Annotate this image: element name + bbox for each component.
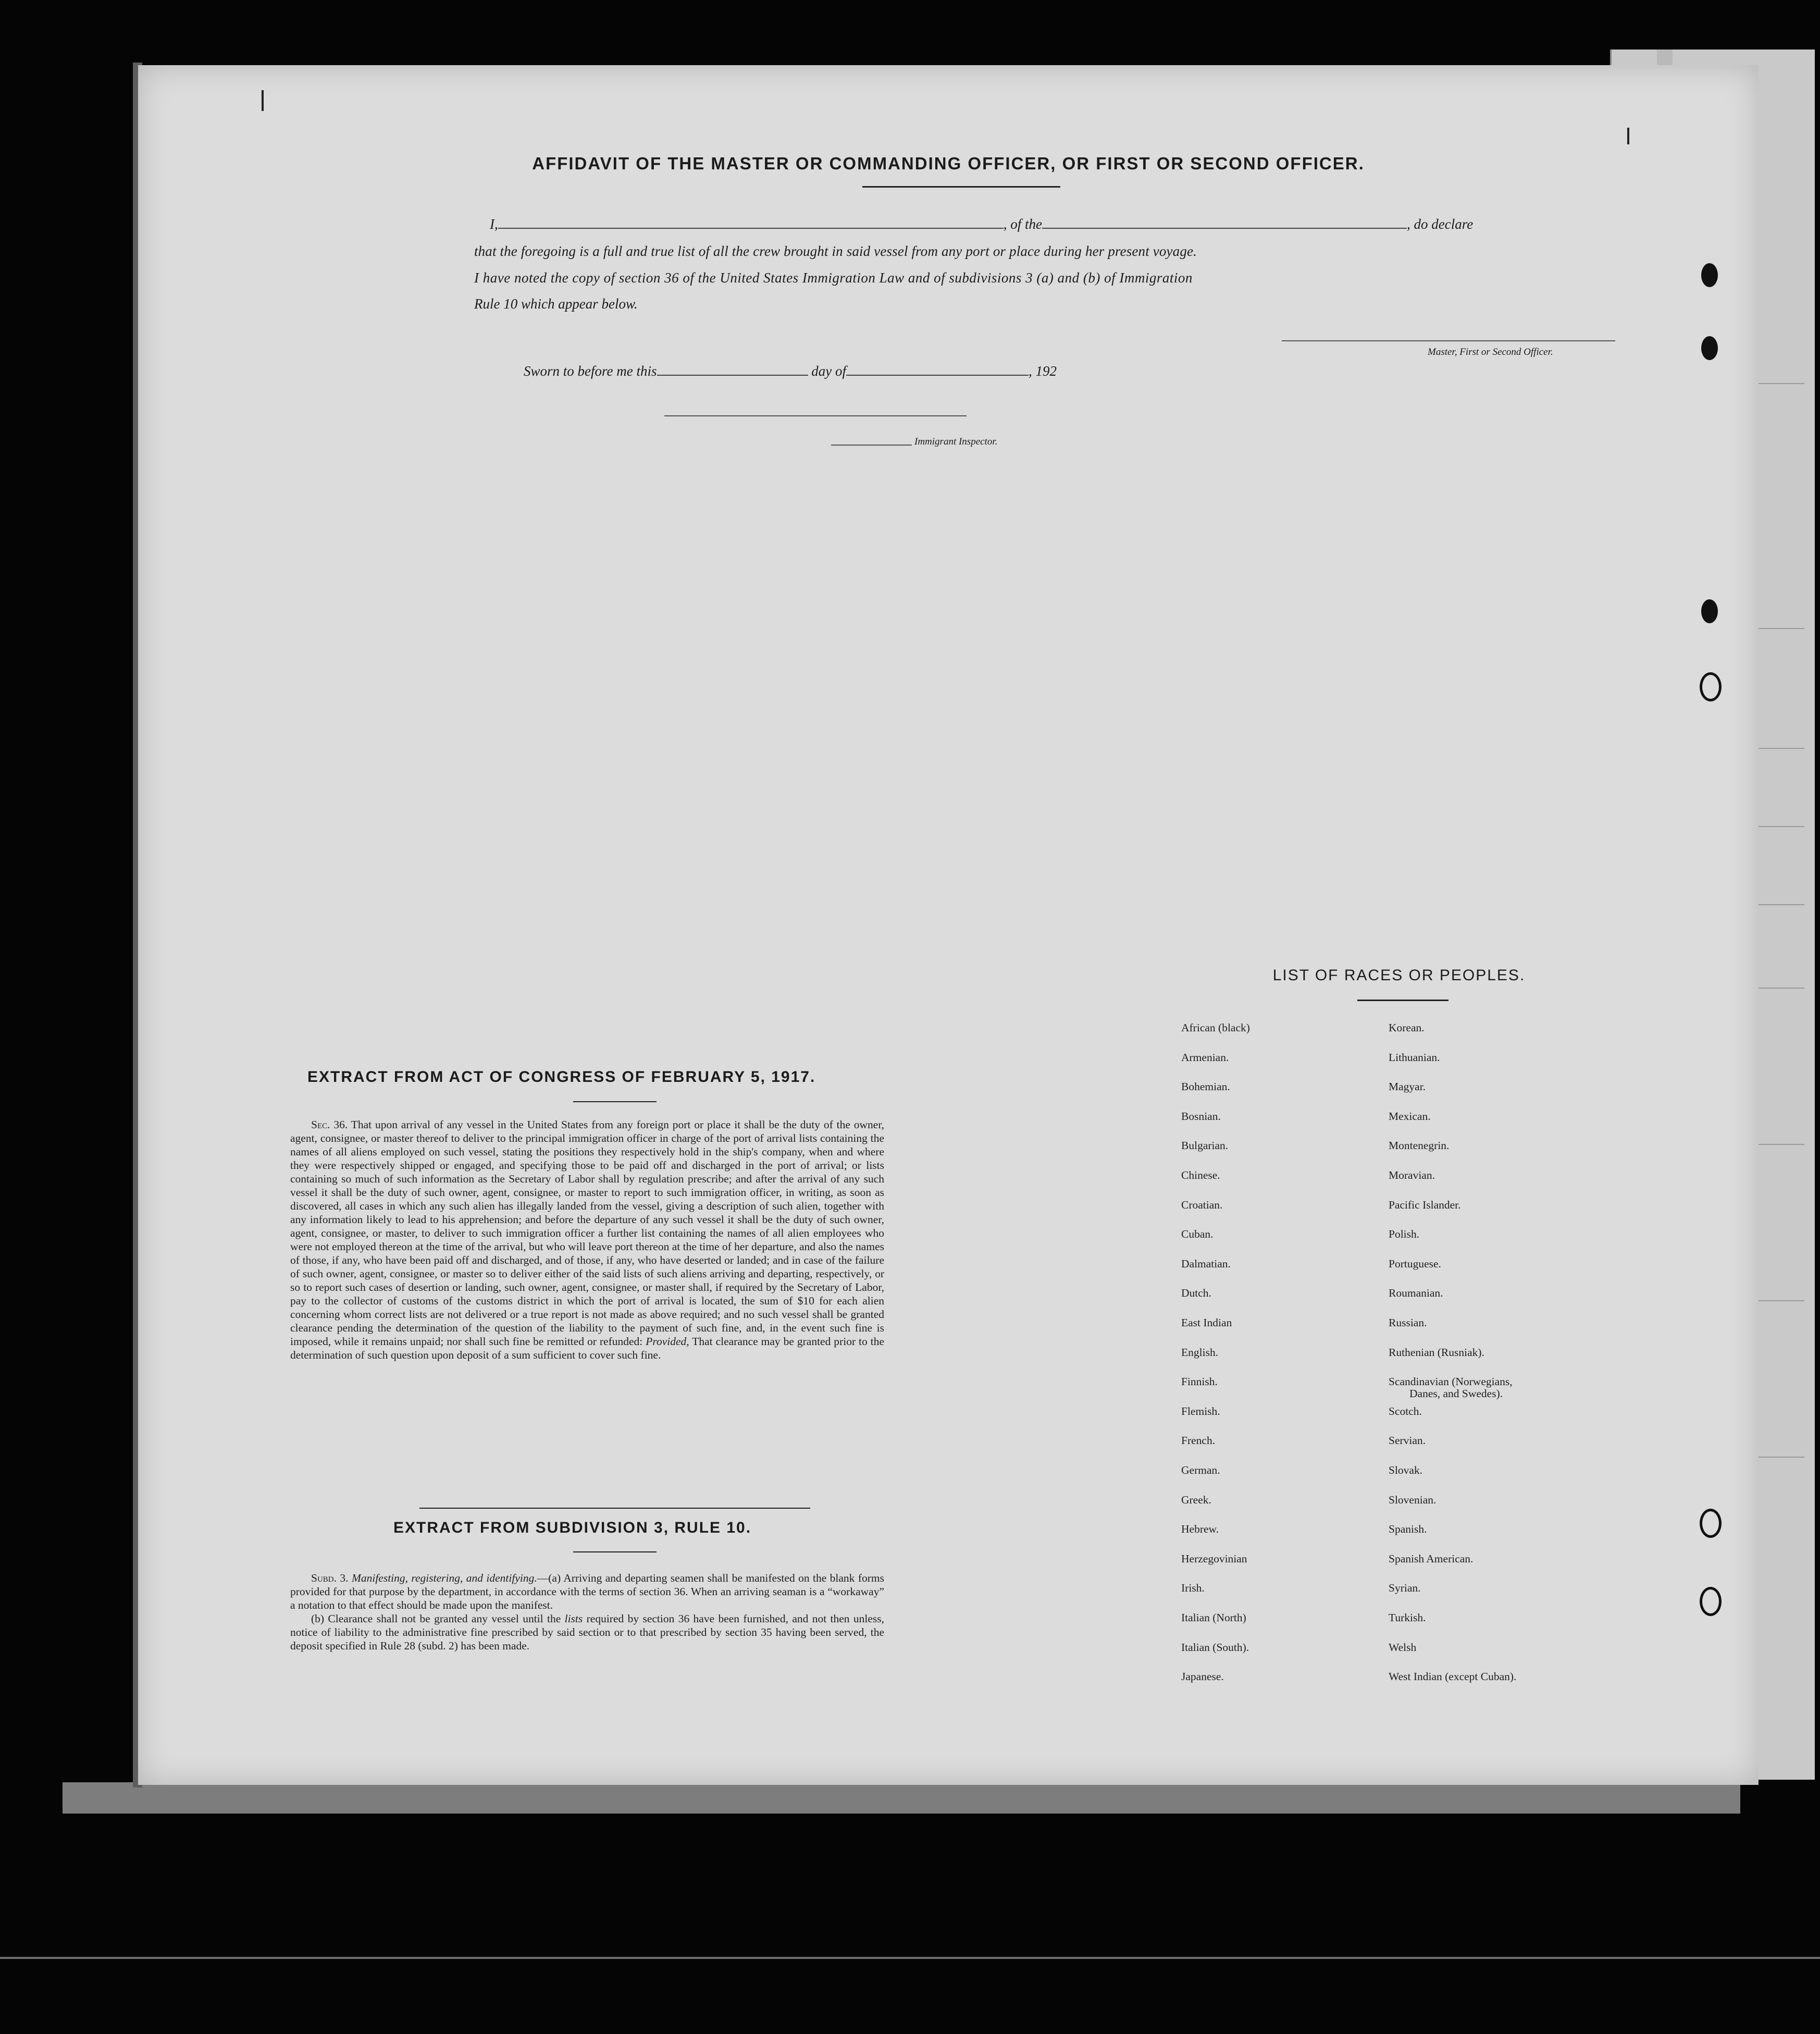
page-bottom-shadow [63, 1782, 1740, 1814]
act-extract-title: EXTRACT FROM ACT OF CONGRESS OF FEBRUARY 5, 1917. [307, 1068, 816, 1086]
race-item: Russian. [1389, 1316, 1427, 1329]
race-item: Syrian. [1389, 1582, 1421, 1595]
act-extract-body [290, 1118, 884, 1362]
race-item: Bosnian. [1181, 1110, 1221, 1123]
race-item: Pacific Islander. [1389, 1198, 1461, 1211]
master-signature-label: Master, First or Second Officer. [1428, 347, 1553, 358]
race-item: Bohemian. [1181, 1080, 1230, 1093]
manifest-page [138, 65, 1759, 1785]
race-item: Slovak. [1389, 1464, 1423, 1476]
affidavit-line-3: I have noted the copy of section 36 of the United States Immigration Law and of subdivisions 3 (a) and (b) of Immigration [474, 270, 1193, 286]
subd-heading: Manifesting, registering, and identifying. [351, 1572, 537, 1584]
races-title: LIST OF RACES OR PEOPLES. [1272, 967, 1526, 984]
race-item: Mexican. [1389, 1110, 1431, 1123]
races-title-rule [1357, 1000, 1448, 1001]
race-item: Turkish. [1389, 1611, 1426, 1624]
race-item: West Indian (except Cuban). [1389, 1670, 1517, 1683]
binder-hole [1700, 1509, 1722, 1538]
sec-36-text: That upon arrival of any vessel in the United States from any foreign port or place it shall be the duty of the owner, agent, consignee, or master thereof to deliver to the principal immigration officer in charge of the port of arrival lists containing the names of all aliens employed on such vessel, stating the positions they respectively hold in the ship's company, when and where they were respectively shipped or engaged, and specifying those to be paid off and discharged in the port of arrival; or lists containing so much of such information as the Secretary of Labor shall by regulation prescribe; and after the arrival of any such vessel it shall be the duty of such owner, agent, consignee, or master to report to such immigration officer, in writing, as soon as discovered, all cases in which any such alien has illegally landed from the vessel, giving a description of such alien, together with any information likely to lead to his apprehension; and before the departure of any such vessel it shall be the duty of such owner, agent, consignee, or master, to deliver to such immigration officer a further list containing the names of all alien employees who were not employed thereon at the time of the arrival, but who will leave port thereon at the time of her departure, and also the names of those, if any, who have been paid off and discharged, and of those, if any, who have deserted or landed; and in case of the failure of such owner, agent, consignee, or master so to deliver either of the said lists of such aliens arriving and departing, respectively, or so to report such cases of desertion or landing, such owner, agent, consignee, or master shall, if required by the Secretary of Labor, pay to the collector of customs of the customs district in which the port of arrival is located, the sum of $10 for each alien concerning whom correct lists are not delivered or a true report is not made as above required; and no such vessel shall be granted clearance pending the determination of the question of the liability to the payment of such fine, and, in the event such fine is imposed, while it remains unpaid; nor shall such fine be remitted or refunded: [290, 1118, 884, 1348]
race-item: Moravian. [1389, 1169, 1435, 1181]
binder-hole [1701, 336, 1718, 360]
sworn-line [524, 363, 1057, 379]
race-item: Montenegrin. [1389, 1139, 1450, 1152]
race-item: East Indian [1181, 1316, 1232, 1329]
binder-hole [1700, 1587, 1722, 1616]
sec-36-text-end: That clearance may be granted prior to the determination of such question upon deposit of a sum sufficient to cover such fine. [290, 1335, 884, 1361]
rule-extract-body [290, 1571, 884, 1653]
race-item: Italian (South). [1181, 1641, 1249, 1654]
inspector-signature-line-2 [831, 445, 912, 446]
binder-hole [1700, 672, 1722, 701]
subd-para-b-start: (b) Clearance shall not be granted any vessel until the [311, 1612, 561, 1625]
affidavit-line-2: that the foregoing is a full and true list of all the crew brought in said vessel from any port or place during her present voyage. [474, 243, 1197, 259]
affidavit-title: AFFIDAVIT OF THE MASTER OR COMMANDING OFFICER, OR FIRST OR SECOND OFFICER. [532, 154, 1365, 173]
race-item: Welsh [1389, 1641, 1417, 1654]
race-item: Armenian. [1181, 1051, 1229, 1064]
race-item: Polish. [1389, 1228, 1420, 1241]
sworn-day-blank[interactable] [657, 375, 808, 376]
binder-hole [1701, 599, 1718, 623]
race-item: Spanish. [1389, 1523, 1427, 1536]
master-signature-line [1282, 340, 1615, 341]
race-item: Flemish. [1181, 1404, 1220, 1417]
inspector-label: Immigrant Inspector. [914, 436, 998, 447]
sec-label: Sec. 36. [311, 1118, 348, 1131]
race-item: Italian (North) [1181, 1611, 1246, 1624]
race-item: Lithuanian. [1389, 1051, 1440, 1064]
race-item: Ruthenian (Rusniak). [1389, 1346, 1484, 1359]
race-item: Japanese. [1181, 1670, 1224, 1683]
race-item: Spanish American. [1389, 1552, 1474, 1565]
sworn-month-blank[interactable] [846, 375, 1029, 376]
race-item: Servian. [1389, 1434, 1426, 1447]
race-item: German. [1181, 1464, 1220, 1476]
race-item: Korean. [1389, 1021, 1425, 1034]
rule-extract-title: EXTRACT FROM SUBDIVISION 3, RULE 10. [393, 1519, 752, 1536]
affidavit-line-4: Rule 10 which appear below. [474, 296, 638, 312]
affidavit-line-1 [490, 216, 1473, 232]
subd-label: Subd. 3. [311, 1572, 349, 1584]
binder-hole [1701, 263, 1718, 287]
subd-para-b-lists: lists [564, 1612, 583, 1625]
margin-tick [262, 90, 264, 111]
rule-extract-rule [573, 1551, 657, 1552]
race-item: Chinese. [1181, 1169, 1220, 1181]
race-item: Croatian. [1181, 1198, 1223, 1211]
race-item: Magyar. [1389, 1080, 1426, 1093]
act-extract-rule [573, 1101, 657, 1102]
race-item: Cuban. [1181, 1228, 1214, 1241]
race-item: Scandinavian (Norwegians, [1389, 1375, 1513, 1388]
year-text: , 192 [1029, 363, 1057, 379]
race-item: French. [1181, 1434, 1216, 1447]
section-divider [419, 1508, 810, 1509]
day-of-text: day of [811, 363, 846, 379]
inspector-signature-line [664, 415, 967, 416]
race-item: Hebrew. [1181, 1523, 1219, 1536]
race-item: Scotch. [1389, 1404, 1422, 1417]
affidavit-declare: , do declare [1407, 216, 1474, 232]
name-blank[interactable] [498, 228, 1004, 229]
subd-para-a: —(a) Arriving and departing seamen shall be manifested on the blank forms provided for that purpose by the department, in accordance with the terms of section 36. When an arriving seaman is a “workaway” a notation to that effect should be made upon the manifest. [290, 1572, 884, 1611]
race-scandinavian-continued: Danes, and Swedes). [1409, 1387, 1503, 1400]
race-item: Herzegovinian [1181, 1552, 1247, 1565]
vessel-blank[interactable] [1042, 228, 1407, 229]
race-item: Dalmatian. [1181, 1257, 1231, 1270]
sworn-text: Sworn to before me this [524, 363, 657, 379]
race-item: Portuguese. [1389, 1257, 1441, 1270]
affidavit-i: I, [490, 216, 498, 232]
race-item: Roumanian. [1389, 1287, 1443, 1300]
margin-tick [1627, 128, 1629, 144]
race-item: African (black) [1181, 1021, 1250, 1034]
title-rule [862, 186, 1060, 188]
subd-para-b-end: required by section 36 have been furnished, and not then unless, notice of liability to the administrative fine prescribed by said section or to that prescribed by section 35 having been served, the deposit specified in Rule 28 (subd. 2) has been made. [290, 1612, 885, 1652]
race-item: English. [1181, 1346, 1219, 1359]
race-item: Dutch. [1181, 1287, 1211, 1300]
provided-word: Provided, [646, 1335, 689, 1348]
affidavit-of-the: , of the [1003, 216, 1042, 232]
scanner-rule [0, 1957, 1820, 1959]
race-item: Greek. [1181, 1493, 1211, 1506]
race-item: Irish. [1181, 1582, 1205, 1595]
race-item: Bulgarian. [1181, 1139, 1229, 1152]
race-item: Slovenian. [1389, 1493, 1437, 1506]
race-item: Finnish. [1181, 1375, 1218, 1388]
